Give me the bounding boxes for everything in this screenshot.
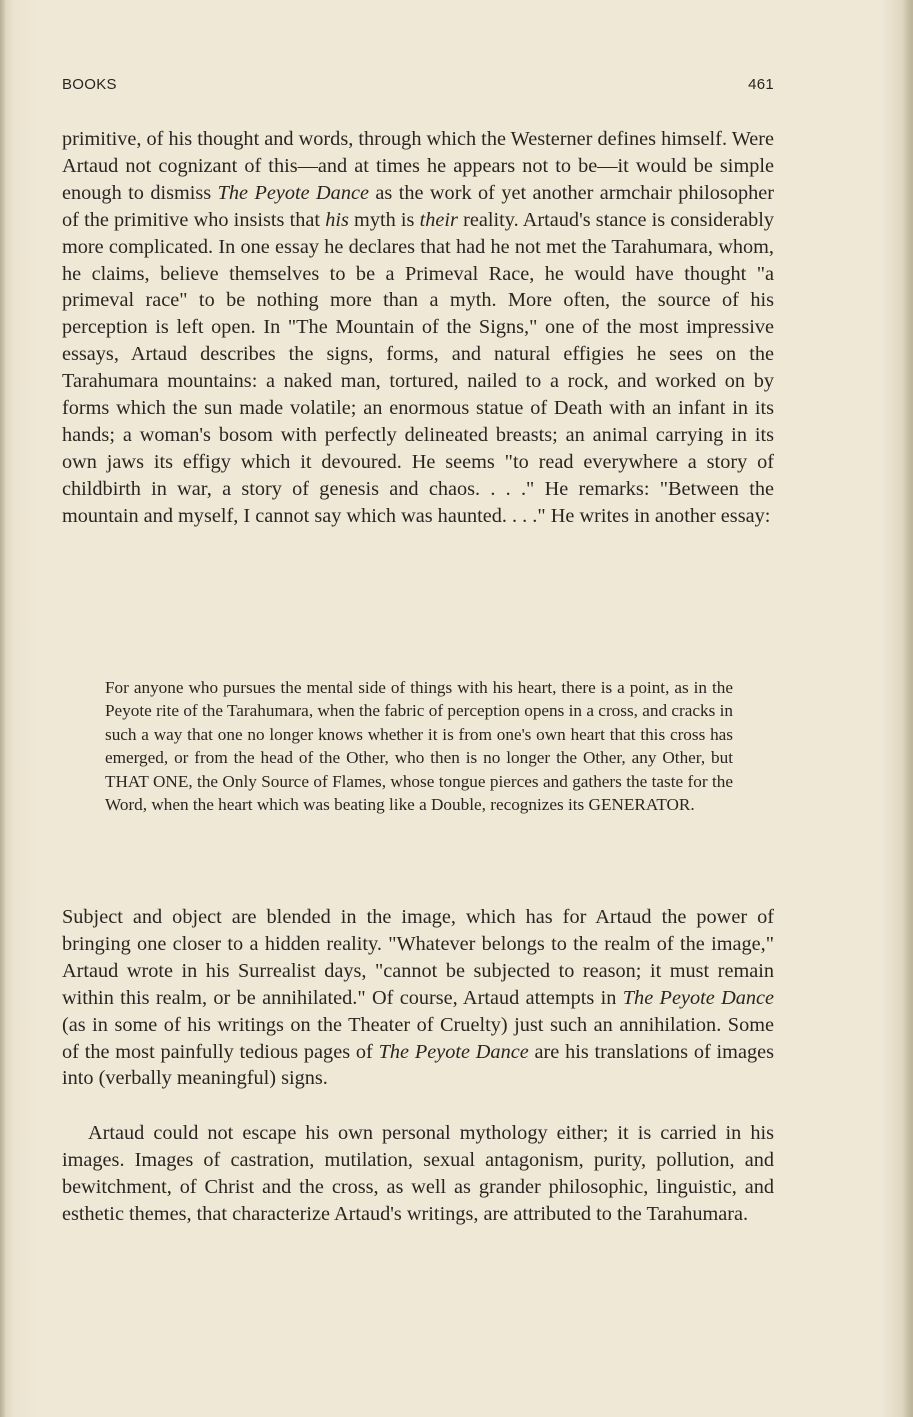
text-run: as the work of yet another armchair philosopher of the primitive who insists that bbox=[62, 181, 774, 231]
paragraph-1 bbox=[62, 126, 774, 530]
block-quote-text: For anyone who pursues the mental side of things with his heart, there is a point, as in the Peyote rite of the Tarahumara, when the fabric of perception opens in a cross, and cracks in such a way that one no longer knows whether it is from one's own heart that this cross has emerged, or from the head of the Other, who then is no longer the Other, any Other, but THAT ONE, the Only Source of Flames, whose tongue pierces and gathers the taste for the Word, when the heart which was beating like a Double, recognizes its GENERATOR. bbox=[105, 678, 733, 815]
emphasis: their bbox=[419, 208, 458, 231]
text-run: are his translations of images into (verbally meaningful) signs. bbox=[62, 1040, 774, 1090]
paragraph-1-text bbox=[62, 126, 774, 530]
binding-shadow bbox=[0, 0, 6, 1417]
book-title: The Peyote Dance bbox=[378, 1040, 529, 1063]
section-title: BOOKS bbox=[62, 76, 117, 93]
running-header bbox=[62, 76, 774, 100]
text-run: (as in some of his writings on the Theater of Cruelty) just such an annihilation. Some of the most painfully tedious pages of bbox=[62, 1013, 774, 1063]
paragraph-3-text: Artaud could not escape his own personal mythology either; it is carried in his images. Images of castration, mutilation, sexual antagonism, purity, pollution, and bewitchment, of Christ and the cross, as well as grander philosophic, linguistic, and esthetic themes, that characterize Artaud's writings, are attributed to the Tarahumara. bbox=[62, 1122, 774, 1225]
book-title: The Peyote Dance bbox=[622, 986, 774, 1009]
text-run: reality. Artaud's stance is considerably more complicated. In one essay he declares that had he not met the Tarahumara, whom, he claims, believe themselves to be a Primeval Race, he would have thought "a primeval race" to be nothing more than a myth. More often, the source of his perception is left open. In "The Mountain of the Signs," one of the most impressive essays, Artaud describes the signs, forms, and natural effigies he sees on the Tarahumara mountains: a naked man, tortured, nailed to a rock, and worked on by forms which the sun made volatile; an enormous statue of Death with an infant in its hands; a woman's bosom with perfectly delineated breasts; an animal carrying in its own jaws its effigy which it devoured. He seems "to read everywhere a story of childbirth in war, a story of genesis and chaos. . . ." He remarks: "Between the mountain and myself, I cannot say which was haunted. . . ." He writes in another essay: bbox=[62, 208, 774, 527]
book-title: The Peyote Dance bbox=[217, 181, 369, 204]
page-edge-shadow bbox=[903, 0, 913, 1417]
text-run: myth is bbox=[348, 208, 420, 231]
text-run: Subject and object are blended in the image, which has for Artaud the power of bringing one closer to a hidden reality. "Whatever belongs to the realm of the image," Artaud wrote in his Surrealist days, "cannot be subjected to reason; it must remain within this realm, or be annihilated." Of course, Artaud attempts in bbox=[62, 906, 774, 1009]
block-quote bbox=[105, 676, 733, 816]
paragraph-2-text bbox=[62, 904, 774, 1092]
paragraph-2 bbox=[62, 904, 774, 1092]
text-run: primitive, of his thought and words, through which the Westerner defines himself. Were Artaud not cognizant of this—and at times he appears not to be—it would be simple enough to dismiss bbox=[62, 128, 774, 204]
page-number: 461 bbox=[748, 76, 774, 93]
paragraph-3 bbox=[62, 1120, 774, 1228]
emphasis: his bbox=[325, 208, 349, 231]
